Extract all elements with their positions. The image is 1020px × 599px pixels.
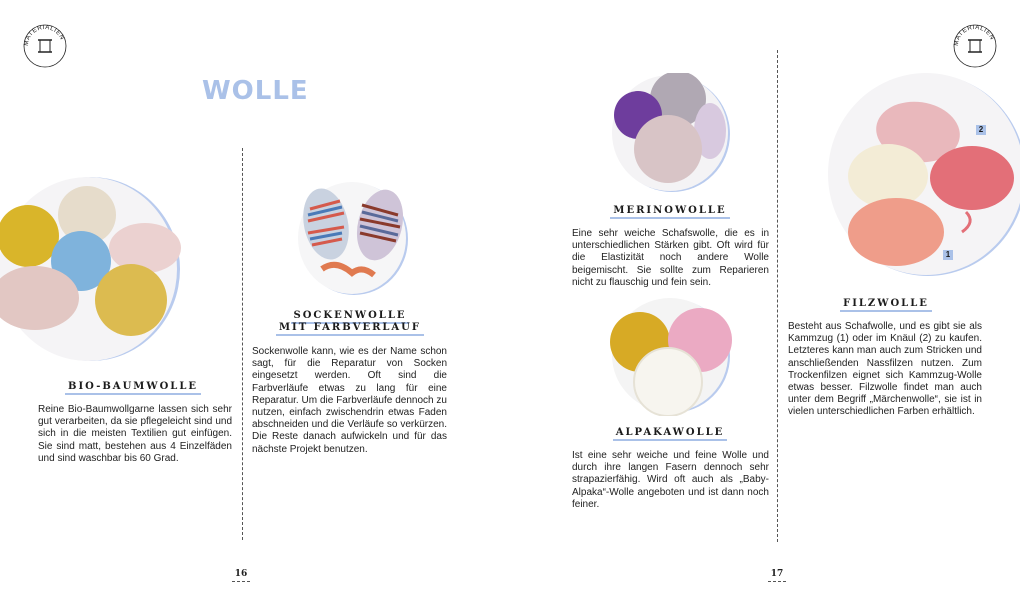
alpakawolle-text: Ist eine sehr weiche und feine Wolle und durch ihre langen Fasern dennoch sehr strapazierfähig. Wird oft auch als „Baby-Alpaka“-Wolle angeboten und ist dann noch feiner.	[572, 450, 769, 510]
filzwolle-tag-2: 2	[976, 125, 986, 135]
page-title: WOLLE	[202, 76, 309, 106]
merinowolle-heading: MERINOWOLLE	[572, 205, 768, 216]
bio-baumwolle-text: Reine Bio-Baumwollgarne lassen sich sehr gut verarbeiten, da sie pflegeleicht sind und sich in die meisten Textilien gut einfügen. Sie sind matt, bestehen aus 4 Einzelfäden und sind waschbar bis 60 Grad.	[38, 404, 232, 464]
svg-text:MATERIALIEN	[23, 24, 66, 46]
filzwolle-text: Besteht aus Schafwolle, und es gibt sie als Kammzug (1) oder im Knäul (2) zu kaufen. Letzteres kann man auch zum Stricken und anschließenden Nassfilzen nutzen. Zum Trockenfilzen eignet sich Kammzug-Wolle etwas besser. Filzwolle findet man auch unter dem Begriff „Märchenwolle“, sie ist in vielen unterschiedlichen Farben erhältlich.	[788, 321, 982, 418]
sockenwolle-heading: SOCKENWOLLE MIT FARBVERLAUF	[252, 310, 448, 334]
alpakawolle-heading: ALPAKAWOLLE	[572, 427, 768, 438]
badge-text: MATERIALIEN	[953, 24, 996, 47]
materialien-badge-right	[953, 24, 997, 68]
filzwolle-heading: FILZWOLLE	[788, 298, 984, 309]
materialien-badge-left	[23, 24, 67, 68]
page-number-right: 17	[762, 569, 792, 582]
page-number-left: 16	[226, 569, 256, 582]
sockenwolle-image	[296, 179, 410, 297]
badge-text: MATERIALIEN	[23, 24, 66, 47]
svg-text:MATERIALIEN	[953, 24, 996, 46]
bio-baumwolle-heading: BIO-BAUMWOLLE	[38, 381, 228, 392]
divider-left	[242, 148, 243, 540]
filzwolle-tag-1: 1	[943, 250, 953, 260]
merinowolle-image	[610, 73, 732, 195]
spool-icon	[38, 40, 52, 52]
merinowolle-text: Eine sehr weiche Schafswolle, die es in unterschiedlichen Stärken gibt. Oft wird für die Elastizität noch andere Wolle beigemischt. Sie sollte zum Reparieren nicht zu flauschig und fein sein.	[572, 228, 769, 288]
bio-baumwolle-image	[0, 176, 183, 366]
sockenwolle-text: Sockenwolle kann, wie es der Name schon sagt, für die Reparatur von Socken eingesetzt werden. Oft sind die Farbverläufe etwas zu lang für eine Reparatur. Um die Farbverläufe dennoch zu nutzen, einfach zwischendrin etwas Faden abschneiden und die Verläufe so verkürzen. Die Reste danach aufwickeln und für das nächste Projekt benutzen.	[252, 346, 447, 455]
alpakawolle-image	[610, 296, 732, 416]
divider-right	[777, 50, 778, 542]
filzwolle-image	[826, 72, 1020, 278]
spool-icon	[968, 40, 982, 52]
